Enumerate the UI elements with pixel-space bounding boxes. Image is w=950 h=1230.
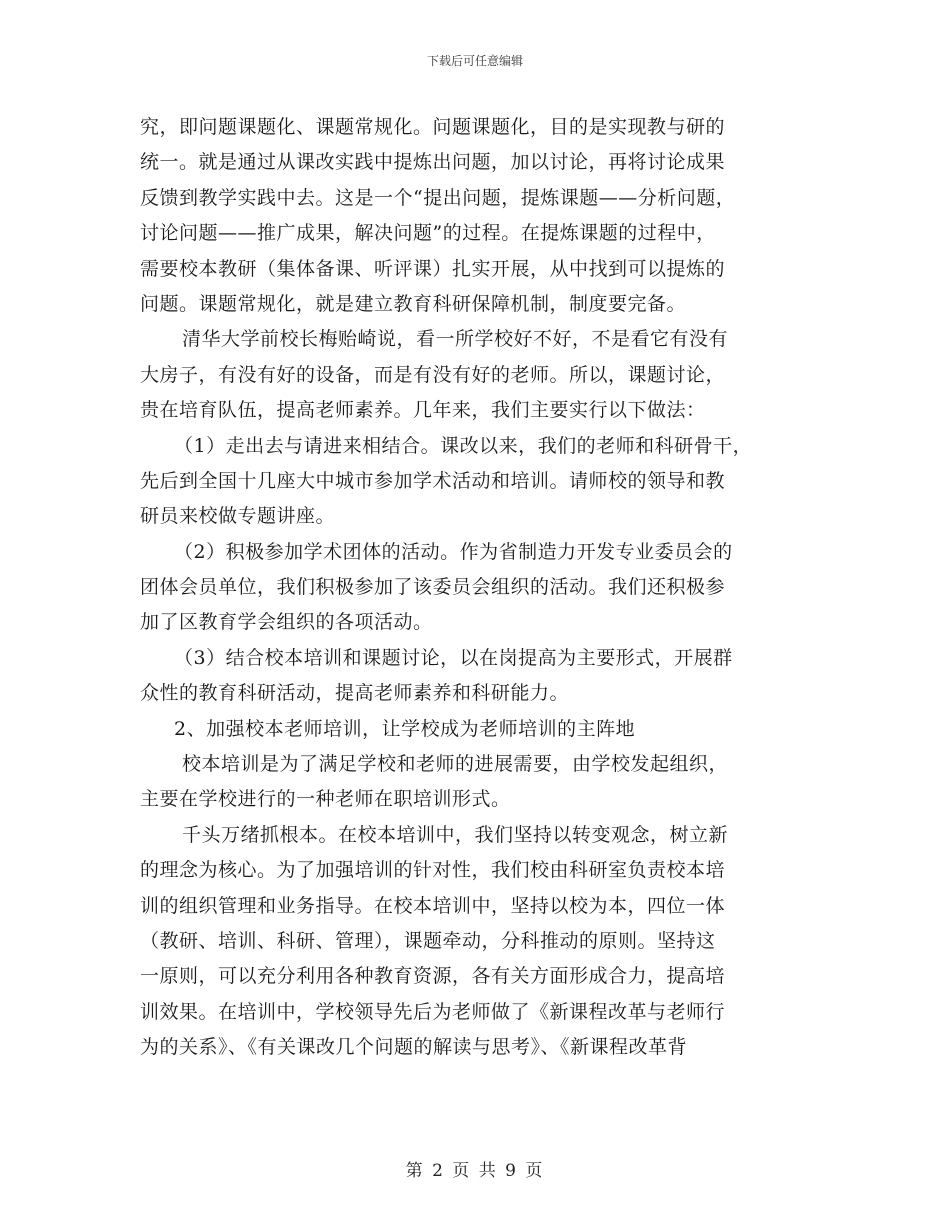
page-footer: 第 2 页 共 9 页 <box>405 1161 545 1181</box>
text-line: 一原则，可以充分利用各种教育资源，各有关方面形成合力，提高培 <box>140 965 726 988</box>
paragraph-start: 清华大学前校长梅贻崎说，看一所学校好不好，不是看它有没有 <box>182 328 729 351</box>
text-line: 的理念为核心。为了加强培训的针对性，我们校由科研室负责校本培 <box>140 859 726 882</box>
text-line: 统一。就是通过从课改实践中提炼出问题，加以讨论，再将讨论成果 <box>140 151 726 174</box>
paragraph-start: 校本培训是为了满足学校和老师的进展需要，由学校发起组织， <box>182 753 729 776</box>
text-line: 主要在学校进行的一种老师在职培训形式。 <box>140 788 511 811</box>
document-body <box>140 110 820 1066</box>
text-line: 训的组织管理和业务指导。在校本培训中，坚持以校为本，四位一体 <box>140 894 726 917</box>
list-item-3: （3）结合校本培训和课题讨论，以在岗提高为主要形式，开展群 <box>174 646 733 669</box>
text-line: 众性的教育科研活动，提高老师素养和科研能力。 <box>140 682 570 705</box>
text-line: 大房子，有没有好的设备，而是有没有好的老师。所以，课题讨论， <box>140 363 726 386</box>
text-line: 问题。课题常规化，就是建立教育科研保障机制，制度要完备。 <box>140 292 687 315</box>
text-line: 需要校本教研（集体备课、听评课）扎实开展，从中找到可以提炼的 <box>140 257 726 280</box>
paragraph-start: 千头万绪抓根本。在校本培训中，我们坚持以转变观念，树立新 <box>182 823 729 846</box>
list-item-1: （1）走出去与请进来相结合。课改以来，我们的老师和科研骨干， <box>174 434 753 457</box>
text-line: 贵在培育队伍，提高老师素养。几年来，我们主要实行以下做法： <box>140 399 706 422</box>
text-line: （教研、培训、科研、管理），课题牵动，分科推动的原则。坚持这 <box>140 929 716 952</box>
text-line: 先后到全国十几座大中城市参加学术活动和培训。请师校的领导和教 <box>140 469 726 492</box>
text-line: 加了区教育学会组织的各项活动。 <box>140 611 433 634</box>
text-line: 团体会员单位，我们积极参加了该委员会组织的活动。我们还积极参 <box>140 576 726 599</box>
text-line: 反馈到教学实践中去。这是一个“提出问题，提炼课题——分析问题， <box>140 186 736 209</box>
text-line: 训效果。在培训中，学校领导先后为老师做了《新课程改革与老师行 <box>140 1000 726 1023</box>
list-item-2: （2）积极参加学术团体的活动。作为省制造力开发专业委员会的 <box>174 540 733 563</box>
text-line: 为的关系》、《有关课改几个问题的解读与思考》、《新课程改革背 <box>140 1036 688 1059</box>
page-header: 下载后可任意编辑 <box>426 54 523 68</box>
section-heading: 2、加强校本老师培训，让学校成为老师培训的主阵地 <box>174 717 636 740</box>
text-line: 研员来校做专题讲座。 <box>140 505 336 528</box>
text-line: 讨论问题——推广成果，解决问题”的过程。在提炼课题的过程中， <box>140 222 716 245</box>
text-line: 究，即问题课题化、课题常规化。问题课题化，目的是实现教与研的 <box>140 116 726 138</box>
